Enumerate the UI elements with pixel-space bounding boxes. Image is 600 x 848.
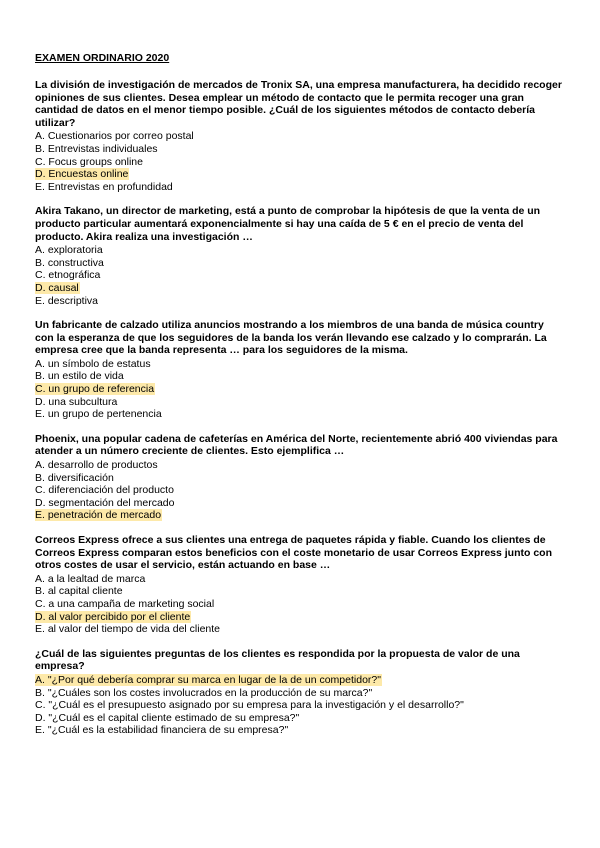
exam-page [35,52,565,749]
option-a: A. a la lealtad de marca [35,572,146,585]
option-e: E. penetración de mercado [35,509,162,522]
option-c: C. etnográfica [35,269,101,282]
exam-title: EXAMEN ORDINARIO 2020 [35,52,170,64]
question-1 [35,79,565,193]
option-b: B. "¿Cuáles son los costes involucrados en la producción de su marca?" [35,686,373,699]
option-b: B. un estilo de vida [35,370,124,383]
question-5 [35,534,565,636]
option-d: D. causal [35,281,79,294]
question-text: La división de investigación de mercados de Tronix SA, una empresa manufacturera, ha decidido recoger opiniones de sus clientes. Desea emplear un método de contacto que le permita recoger una gran cantidad de datos en el menor tiempo posible. ¿Cuál de los siguientes métodos de contacto debería utilizar? [35,79,562,129]
option-d: D. Encuestas online [35,168,129,181]
option-d: D. una subcultura [35,395,118,408]
question-2 [35,205,565,307]
option-a: A. "¿Por qué debería comprar su marca en lugar de la de un competidor?" [35,673,381,686]
option-b: B. al capital cliente [35,585,123,598]
question-text: Correos Express ofrece a sus clientes una entrega de paquetes rápida y fiable. Cuando los clientes de Correos Express comparan estos beneficios con el coste monetario de usar Correos Express junto con otros costes de usar el servicio, están actuando en base … [35,534,552,572]
option-d: D. segmentación del mercado [35,496,175,509]
option-e: E. al valor del tiempo de vida del cliente [35,623,221,636]
option-a: A. exploratoria [35,244,103,257]
option-e: E. Entrevistas en profundidad [35,180,173,193]
option-c: C. diferenciación del producto [35,484,174,497]
option-c: C. un grupo de referencia [35,383,155,396]
option-b: B. constructiva [35,256,104,269]
question-text: Un fabricante de calzado utiliza anuncios mostrando a los miembros de una banda de música country con la esperanza de que los seguidores de la banda los verán llevando ese calzado y lo comprarán. La empresa cree que la banda representa … para los seguidores de la misma. [35,319,547,357]
option-e: E. descriptiva [35,294,99,307]
option-d: D. al valor percibido por el cliente [35,610,191,623]
option-a: A. un símbolo de estatus [35,357,151,370]
option-e: E. un grupo de pertenencia [35,408,162,421]
options-list [35,674,565,737]
question-text: Akira Takano, un director de marketing, está a punto de comprobar la hipótesis de que la venta de un producto particular aumentará exponencialmente si hay una caída de 5 € en el precio de venta del producto. Akira realiza una investigación … [35,205,541,243]
option-a: A. Cuestionarios por correo postal [35,130,194,143]
option-c: C. Focus groups online [35,155,143,168]
options-list [35,130,565,193]
question-3 [35,319,565,421]
option-c: C. "¿Cuál es el presupuesto asignado por su empresa para la investigación y el desarrollo?" [35,699,464,712]
option-e: E. "¿Cuál es la estabilidad financiera de su empresa?" [35,724,289,737]
question-text: ¿Cuál de las siguientes preguntas de los clientes es respondida por la propuesta de valor de una empresa? [35,647,520,673]
question-4 [35,433,565,522]
option-d: D. "¿Cuál es el capital cliente estimado de su empresa?" [35,711,300,724]
question-text: Phoenix, una popular cadena de cafeterías en América del Norte, recientemente abrió 400 viviendas para atender a un número creciente de clientes. Esto ejemplifica … [35,432,558,458]
option-a: A. desarrollo de productos [35,459,158,472]
options-list [35,573,565,636]
option-c: C. a una campaña de marketing social [35,597,215,610]
option-b: B. diversificación [35,471,114,484]
options-list [35,244,565,307]
options-list [35,358,565,421]
question-6 [35,648,565,737]
options-list [35,459,565,522]
option-b: B. Entrevistas individuales [35,142,158,155]
